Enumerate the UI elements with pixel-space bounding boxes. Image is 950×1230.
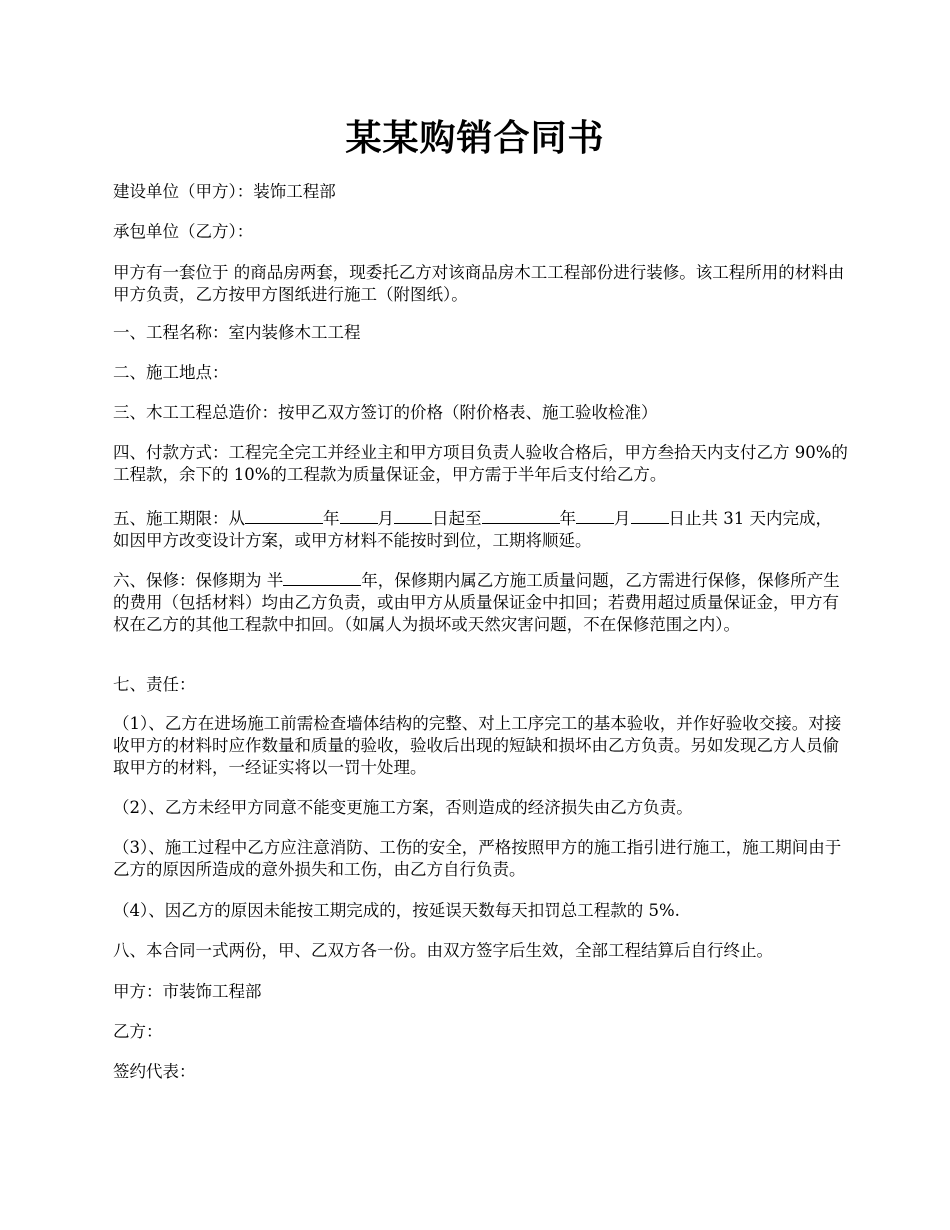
clause-location: 二、施工地点： bbox=[113, 363, 229, 382]
blank-end-month bbox=[576, 505, 614, 524]
party-b-unit: 承包单位（乙方）： bbox=[113, 222, 254, 241]
blank-start-day bbox=[394, 505, 432, 524]
blank-end-year bbox=[482, 505, 560, 524]
clause-payment: 四、付款方式：工程完全完工并经业主和甲方项目负责人验收合格后，甲方叁拾天内支付乙方 90%的工程款，余下的 10%的工程款为质量保证金，甲方需于半年后支付给乙方。 bbox=[113, 443, 848, 484]
clause-project-name: 一、工程名称：室内装修木工工程 bbox=[113, 323, 361, 342]
warranty-text-1: 六、保修：保修期为 半 bbox=[113, 571, 284, 590]
responsibility-4: （4）、因乙方的原因未能按工期完成的，按延误天数每天扣罚总工程款的 5%. bbox=[113, 901, 680, 920]
clause-total-price: 三、木工工程总造价：按甲乙双方签订的价格（附价格表、施工验收检准） bbox=[113, 403, 658, 422]
clause-copies: 八、本合同一式两份，甲、乙双方各一份。由双方签字后生效，全部工程结算后自行终止。 bbox=[113, 941, 773, 960]
intro-paragraph: 甲方有一套位于 的商品房两套，现委托乙方对该商品房木工工程部份进行装修。该工程所用的材料由甲方负责，乙方按甲方图纸进行施工（附图纸）。 bbox=[113, 263, 845, 304]
schedule-text-1: 五、施工期限：从 bbox=[113, 509, 245, 528]
signature-representative: 签约代表： bbox=[113, 1062, 196, 1081]
responsibility-2: （2）、乙方未经甲方同意不能变更施工方案，否则造成的经济损失由乙方负责。 bbox=[113, 798, 693, 817]
responsibility-1: （1）、乙方在进场施工前需检查墙体结构的完整、对上工序完工的基本验收，并作好验收交接。对接收甲方的材料时应作数量和质量的验收，验收后出现的短缺和损坏由乙方负责。另如发现乙方人员偷取甲方的材料，一经证实将以一罚十处理。 bbox=[113, 714, 842, 777]
signature-party-b: 乙方： bbox=[113, 1022, 163, 1041]
document-title: 某某购销合同书 bbox=[345, 117, 605, 159]
clause-responsibility: 七、责任： bbox=[113, 675, 196, 694]
blank-warranty-period bbox=[283, 567, 361, 586]
schedule-text-4: 日起至 bbox=[432, 509, 482, 528]
schedule-text-7: 日止共 31 天内完成，如因甲方改变设计方案，或甲方材料不能按时到位，工期将顺延。 bbox=[113, 509, 832, 550]
schedule-text-3: 月 bbox=[377, 509, 394, 528]
clause-warranty bbox=[113, 567, 848, 636]
blank-start-year bbox=[245, 505, 323, 524]
schedule-text-5: 年 bbox=[559, 509, 576, 528]
blank-start-month bbox=[340, 505, 378, 524]
clause-schedule bbox=[113, 505, 848, 552]
signature-party-a: 甲方：市装饰工程部 bbox=[113, 982, 262, 1001]
blank-end-day bbox=[631, 505, 669, 524]
schedule-text-2: 年 bbox=[323, 509, 340, 528]
schedule-text-6: 月 bbox=[614, 509, 631, 528]
party-a-unit: 建设单位（甲方）：装饰工程部 bbox=[113, 182, 336, 201]
warranty-text-2: 年，保修期内属乙方施工质量问题，乙方需进行保修，保修所产生的费用（包括材料）均由乙方负责，或由甲方从质量保证金中扣回；若费用超过质量保证金，甲方有权在乙方的其他工程款中扣回。（如属人为损坏或天然灾害问题，不在保修范围之内）。 bbox=[113, 571, 840, 634]
responsibility-3: （3）、施工过程中乙方应注意消防、工伤的安全，严格按照甲方的施工指引进行施工，施工期间由于乙方的原因所造成的意外损失和工伤，由乙方自行负责。 bbox=[113, 838, 842, 879]
